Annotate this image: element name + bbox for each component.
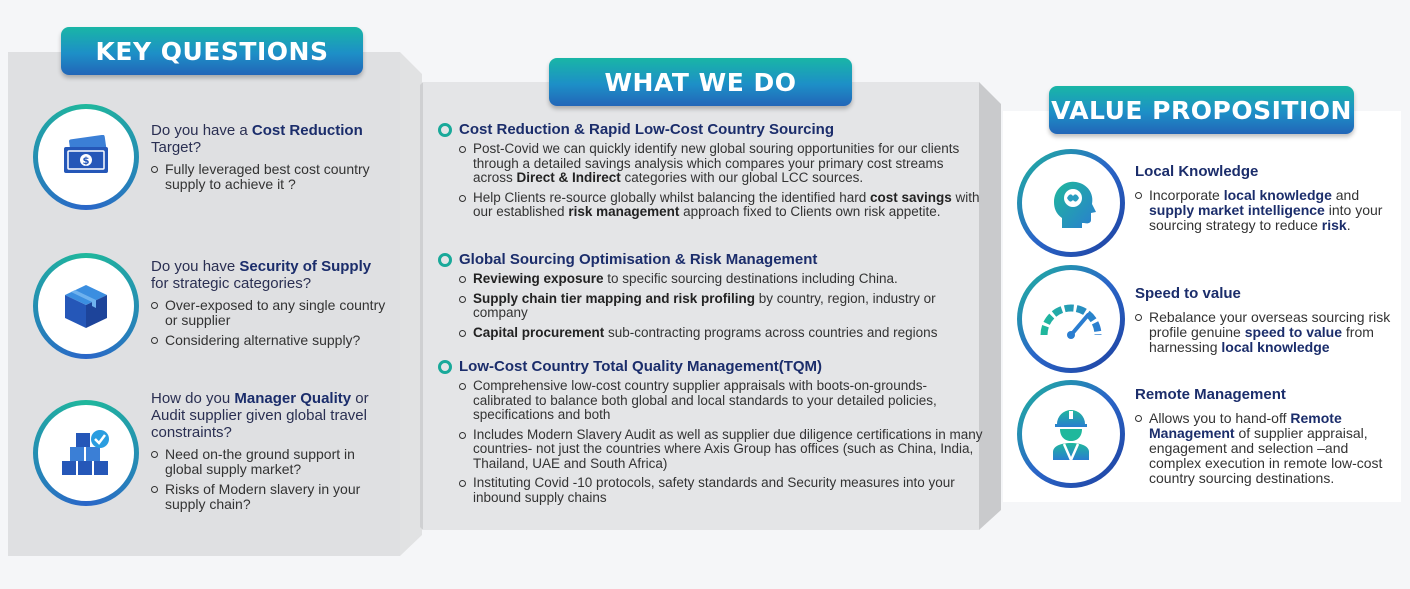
- question-2: [151, 258, 391, 353]
- question-1-circle: [33, 104, 139, 210]
- value-3-title: Remote Management: [1135, 386, 1286, 403]
- question-2-title: Do you have Security of Supply for strategic categories?: [151, 258, 372, 292]
- value-proposition-tab: VALUE PROPOSITION: [1049, 86, 1354, 134]
- section-2-bullet-1: Reviewing exposure to specific sourcing destinations including China.: [459, 272, 983, 287]
- teal-bullet-icon: [438, 360, 452, 374]
- section-cost-reduction-heading: Cost Reduction & Rapid Low-Cost Country Sourcing: [438, 121, 983, 138]
- section-tqm: [438, 358, 983, 510]
- brain-head-icon: [1044, 176, 1098, 230]
- section-1-bullet-1: Post-Covid we can quickly identify new global souring opportunities for our clients through a detailed savings analysis which compares your primary cost streams across Direct & Indirect categories with our global LCC sources.: [459, 142, 983, 186]
- section-2-bullet-2: Supply chain tier mapping and risk profiling by country, region, industry or company: [459, 292, 983, 321]
- value-2-circle: [1017, 265, 1125, 373]
- value-1-circle: [1017, 149, 1125, 257]
- section-cost-reduction: [438, 121, 983, 225]
- question-2-bullet-2: Considering alternative supply?: [151, 333, 391, 348]
- value-3: [1135, 386, 1395, 486]
- question-1: [151, 122, 391, 197]
- section-tqm-heading: Low-Cost Country Total Quality Management(TQM): [438, 358, 983, 375]
- value-1-text: Incorporate local knowledge and supply market intelligence into your sourcing strategy to reduce risk.: [1135, 188, 1395, 233]
- question-2-circle: [33, 253, 139, 359]
- teal-bullet-icon: [438, 123, 452, 137]
- question-1-title: Do you have a Cost Reduction Target?: [151, 122, 363, 156]
- question-3: [151, 390, 391, 517]
- money-icon: [58, 135, 114, 179]
- section-1-bullet-2: Help Clients re-source globally whilst balancing the identified hard cost savings with our established risk management approach fixed to Clients own risk appetite.: [459, 191, 983, 220]
- speedometer-icon: [1038, 299, 1104, 339]
- boxes-check-icon: [58, 427, 114, 479]
- question-3-bullet-1: Need on-the ground support in global supply market?: [151, 447, 391, 477]
- value-3-circle: [1017, 380, 1125, 488]
- question-3-bullet-2: Risks of Modern slavery in your supply chain?: [151, 482, 391, 512]
- svg-text:$: $: [82, 156, 90, 167]
- box-icon: [61, 281, 111, 331]
- value-2-text: Rebalance your overseas sourcing risk profile genuine speed to value from harnessing local knowledge: [1135, 310, 1395, 355]
- worker-helmet-icon: [1049, 406, 1093, 462]
- value-3-text: Allows you to hand-off Remote Management of supplier appraisal, engagement and selection –and complex execution in remote low-cost country sourcing destinations.: [1135, 411, 1395, 486]
- section-2-bullet-3: Capital procurement sub-contracting programs across countries and regions: [459, 326, 983, 341]
- value-2: [1135, 285, 1395, 355]
- section-global-sourcing: [438, 251, 983, 345]
- section-3-bullet-1: Comprehensive low-cost country supplier appraisals with boots-on-grounds-calibrated to balance both global and local standards to your detailed policies, specifications and both: [459, 379, 983, 423]
- key-questions-tab: KEY QUESTIONS: [61, 27, 363, 75]
- question-1-bullet-1: Fully leveraged best cost country supply to achieve it ?: [151, 162, 391, 192]
- section-3-bullet-3: Instituting Covid -10 protocols, safety standards and Security measures into your inbound supply chains: [459, 476, 983, 505]
- teal-bullet-icon: [438, 253, 452, 267]
- value-2-title: Speed to value: [1135, 285, 1241, 302]
- section-global-sourcing-heading: Global Sourcing Optimisation & Risk Management: [438, 251, 983, 268]
- what-we-do-tab: WHAT WE DO: [549, 58, 852, 106]
- question-3-circle: [33, 400, 139, 506]
- question-3-title: How do you Manager Quality or Audit supplier given global travel constraints?: [151, 390, 369, 441]
- question-2-bullet-1: Over-exposed to any single country or supplier: [151, 298, 391, 328]
- value-1-title: Local Knowledge: [1135, 163, 1259, 180]
- section-3-bullet-2: Includes Modern Slavery Audit as well as supplier due diligence certifications in many countries- not just the countries where Axis Group has offices (such as China, India, Thailand, UAE and South Africa): [459, 428, 983, 472]
- value-1: [1135, 163, 1395, 233]
